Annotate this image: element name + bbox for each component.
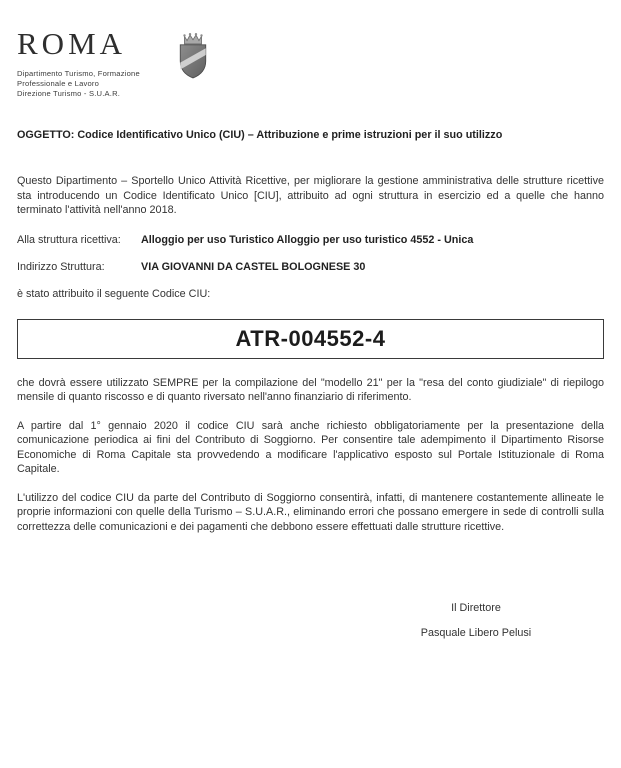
roma-coat-of-arms-icon (176, 30, 210, 85)
department-line: Direzione Turismo - S.U.A.R. (17, 89, 121, 98)
body-paragraph: A partire dal 1° gennaio 2020 il codice CIU sarà anche richiesto obbligatoriamente per la presentazione della comunicazione periodica ai fini del Contributo di Soggiorno. Per consentire tale adempimento il Dipartimento Risorse Economiche di Roma Capitale sta provvedendo a modificare l'applicativo esposto sul Portale Istituzionale di Roma Capitale. (17, 419, 604, 475)
intro-paragraph: Questo Dipartimento – Sportello Unico Attività Ricettive, per migliorare la gestione amministrativa delle strutture ricettive sta introducendo un Codice Identificato Unico [CIU], attribuito ad ogni struttura in esercizio ed a quelle che hanno terminato l'attività nell'anno 2018. (17, 175, 604, 216)
department-lines (17, 69, 140, 99)
signature-name: Pasquale Libero Pelusi (420, 627, 532, 639)
structure-value: Alloggio per uso Turistico Alloggio per uso turistico 4552 - Unica (141, 233, 474, 246)
address-value: VIA GIOVANNI DA CASTEL BOLOGNESE 30 (141, 260, 366, 273)
ciu-code-box (17, 319, 604, 359)
body-paragraph: che dovrà essere utilizzato SEMPRE per la compilazione del "modello 21" per la "resa del conto giudiziale" di riepilogo mensile di quanto riscosso e di quanto riversato nell'anno finanziario di riferimento. (17, 376, 604, 403)
department-line: Dipartimento Turismo, Formazione (17, 69, 140, 78)
recipient-fields (17, 234, 604, 273)
ciu-code-value: ATR-004552-4 (235, 325, 386, 351)
address-label: Indirizzo Struttura: (17, 260, 105, 273)
field-row-address (17, 261, 604, 273)
body-paragraph: L'utilizzo del codice CIU da parte del Contributo di Soggiorno consentirà, infatti, di mantenere costantemente allineate le proprie informazioni con quelle della Turismo – S.U.A.R., eliminando errori che possano emergere in sede di controlli sulla correttezza delle comunicazioni e dei pagamenti che debbono essere effettuati dalle strutture ricettive. (17, 491, 604, 533)
signature-role: Il Direttore (451, 602, 501, 614)
department-line: Professionale e Lavoro (17, 79, 100, 88)
subject-line: OGGETTO: Codice Identificativo Unico (CIU) – Attribuzione e prime istruzioni per il suo utilizzo (17, 129, 503, 141)
code-intro-line: è stato attribuito il seguente Codice CIU: (17, 287, 211, 300)
field-row-structure (17, 234, 604, 246)
signature-block (376, 602, 576, 639)
roma-logo-block (17, 28, 140, 99)
roma-logo-text: ROMA (17, 26, 127, 61)
structure-label: Alla struttura ricettiva: (17, 233, 121, 246)
letterhead (17, 28, 604, 99)
